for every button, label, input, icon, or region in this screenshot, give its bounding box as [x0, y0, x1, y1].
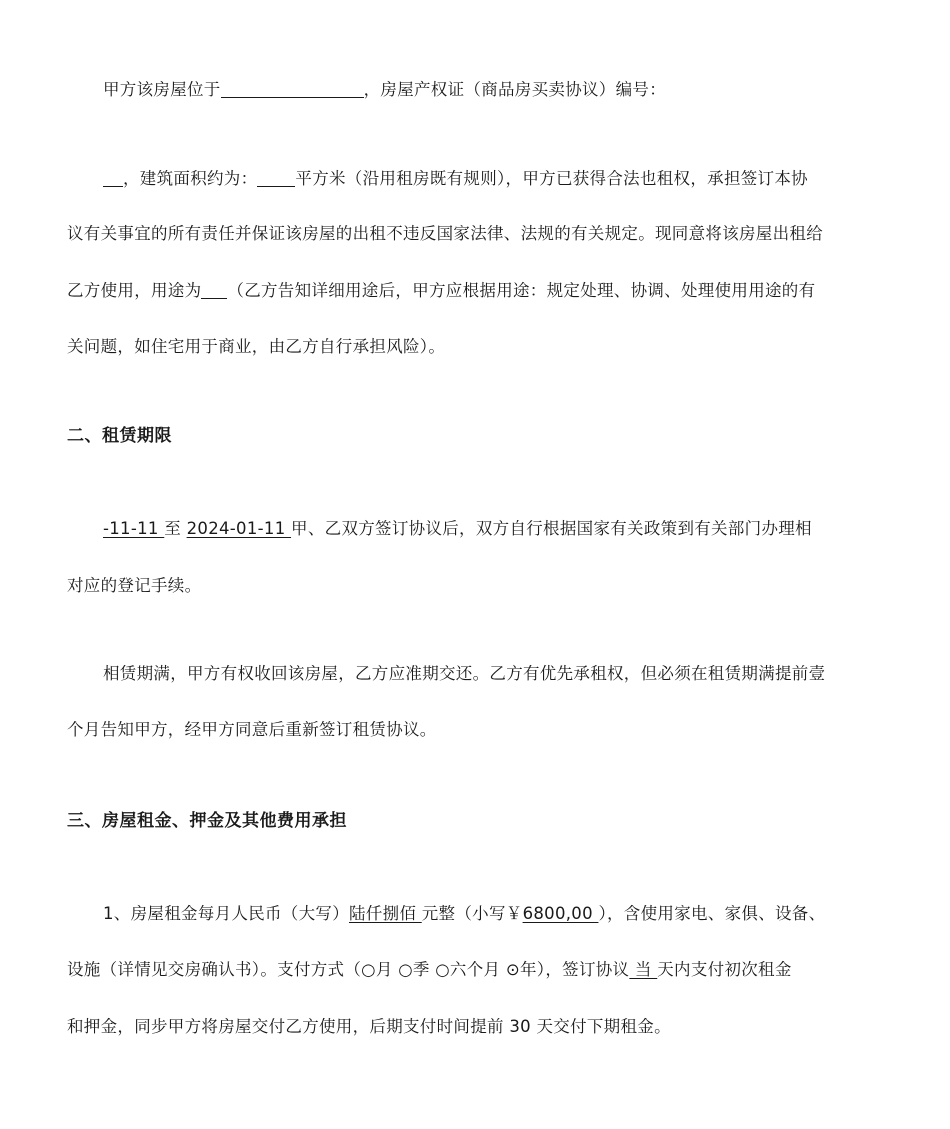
rent-line	[103, 902, 889, 926]
payment-days: 当	[629, 960, 658, 979]
usage-blank	[201, 280, 227, 299]
section-title-lease-term: 二、租赁期限	[67, 426, 172, 446]
text: 甲方该房屋位于	[103, 80, 221, 99]
text: 元整（小写￥	[421, 904, 523, 923]
paragraph-line: 对应的登记手续。	[67, 576, 202, 595]
paragraph-line: 个月告知甲方，经甲方同意后重新签订租赁协议。	[67, 720, 437, 739]
rent-amount-lower: 6800,00	[522, 904, 599, 923]
text: 甲、乙双方签订协议后，双方自行根据国家有关政策到有关部门办理相	[291, 519, 812, 538]
payment-method-line	[67, 958, 889, 982]
property-location-line	[103, 78, 889, 102]
text: ，建筑面积约为：	[123, 169, 258, 188]
area-line	[103, 167, 889, 191]
text: 至	[164, 519, 187, 538]
section-title-rent: 三、房屋租金、押金及其他费用承担	[67, 811, 347, 831]
text: 天内支付初次租金	[657, 960, 792, 979]
lease-term-line	[103, 517, 889, 541]
paragraph-line: 议有关事宜的所有责任并保证该房屋的出租不违反国家法律、法规的有关规定。现同意将该房屋出租给	[67, 224, 823, 243]
text: 乙方使用，用途为	[67, 281, 202, 300]
rent-amount-upper: 陆仟捌佰	[349, 904, 422, 923]
text: 1、房屋租金每月人民币（大写）	[103, 904, 349, 923]
text: 平方米（沿用租房既有规则），甲方已获得合法也租权，承担签订本协	[295, 169, 808, 188]
cert-number-blank	[103, 168, 123, 187]
paragraph-line: 相赁期满，甲方有权收回该房屋，乙方应准期交还。乙方有优先承租权，但必须在租赁期满提前壹	[103, 664, 826, 683]
text: ），含使用家电、家俱、设备、	[598, 904, 826, 923]
paragraph-line: 和押金，同步甲方将房屋交付乙方使用，后期支付时间提前 30 天交付下期租金。	[67, 1017, 671, 1036]
paragraph-line: 关问题，如住宅用于商业，由乙方自行承担风险）。	[67, 337, 446, 356]
text: 设施（详情见交房确认书）。支付方式（○月 ○季 ○六个月 ⊙年），签订协议	[67, 960, 630, 979]
lease-end-date: 2024-01-11	[186, 519, 292, 538]
text: （乙方告知详细用途后，甲方应根据用途：规定处理、协调、处理使用用途的有	[227, 281, 816, 300]
area-blank	[257, 168, 295, 187]
text: ，房屋产权证（商品房买卖协议）编号：	[363, 80, 667, 99]
location-blank	[221, 79, 364, 98]
usage-line	[67, 279, 889, 303]
lease-start-date: -11-11	[103, 519, 165, 538]
